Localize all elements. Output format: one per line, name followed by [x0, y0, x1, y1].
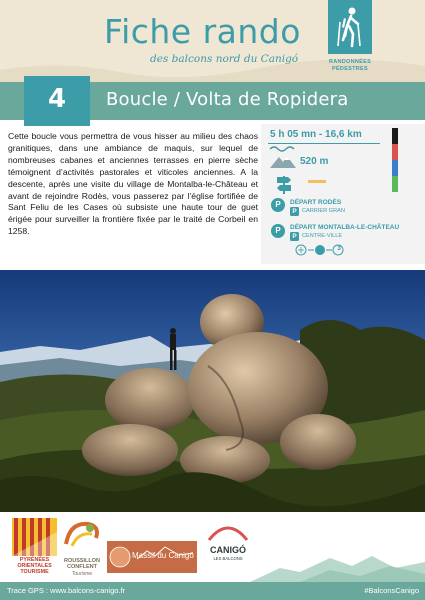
elevation-gain: 520 m — [300, 156, 329, 167]
wave-icon — [268, 145, 298, 153]
start-rodes-sub: CARRIER GRAN — [302, 208, 345, 214]
hiking-badge-label: RANDONNÉES PÉDESTRES — [328, 59, 372, 72]
hiker-icon — [336, 6, 364, 48]
link-route-icons — [295, 243, 355, 257]
start-rodes-title: DÉPART RODÈS — [290, 199, 342, 206]
difficulty-green — [392, 176, 398, 192]
route-number: 4 — [47, 84, 67, 114]
difficulty-black — [392, 128, 398, 144]
hashtag-label: #BalconsCanigo — [364, 586, 419, 595]
start-montalba-sub: CENTRE-VILLE — [302, 233, 343, 239]
page-subtitle: des balcons nord du Canigó — [150, 53, 299, 65]
start-pin-icon: P — [271, 198, 285, 212]
linked-route-number: 3 — [337, 245, 341, 252]
parking-icon: P — [290, 207, 299, 216]
canigo-logo-sub: LES BALCONS — [213, 556, 243, 561]
elevation-icon — [270, 153, 296, 169]
difficulty-bar — [392, 128, 398, 192]
gps-trace-link[interactable]: Trace GPS : www.balcons-canigo.fr — [7, 586, 126, 595]
route-description: Cette boucle vous permettra de vous hisser au milieu des chaos granitiques, dans une ambiance de maquis, sur lequel de nombreuses cabanes et anciennes terrasses en pierre sèche témoignent d’activités pastorales et viticoles anciennes. A la descente, après une visite du village de Montalba-le-Château et avant de rejoindre Rodès, vous passerez par l’église fortifiée de Sant Feliu de les Cases où subsiste une haute tour de guet érigée pour surveiller la frontière fixée par le traité de Corbeil en 1258. — [8, 131, 258, 237]
duration-underline — [268, 143, 380, 144]
trail-marker — [308, 180, 326, 183]
start-montalba-title: DÉPART MONTALBA-LE-CHÂTEAU — [290, 224, 400, 231]
duration-distance: 5 h 05 mn - 16,6 km — [270, 129, 362, 140]
canigo-logo-label: CANIGÓ — [210, 545, 246, 555]
hiking-badge — [328, 0, 372, 54]
landscape-photo-image — [0, 270, 425, 512]
footer-hills — [0, 540, 425, 582]
pyrenees-orientales-label: PYRÉNÉES ORIENTALES TOURISME — [17, 557, 52, 576]
start-pin-icon-2: P — [271, 224, 285, 238]
difficulty-red — [392, 144, 398, 160]
difficulty-blue — [392, 160, 398, 176]
signpost-icon — [276, 174, 292, 194]
roussillon-conflent-label: ROUSSILLON CONFLENT — [63, 558, 101, 571]
parking-icon-2: P — [290, 232, 299, 241]
page-title: Fiche rando — [104, 12, 301, 51]
route-name: Boucle / Volta de Ropidera — [106, 89, 349, 110]
roussillon-conflent-tag: Tourisme — [71, 571, 93, 577]
landscape-photo — [0, 270, 425, 512]
massif-canigo-label: Massif du Canigó — [132, 551, 194, 560]
